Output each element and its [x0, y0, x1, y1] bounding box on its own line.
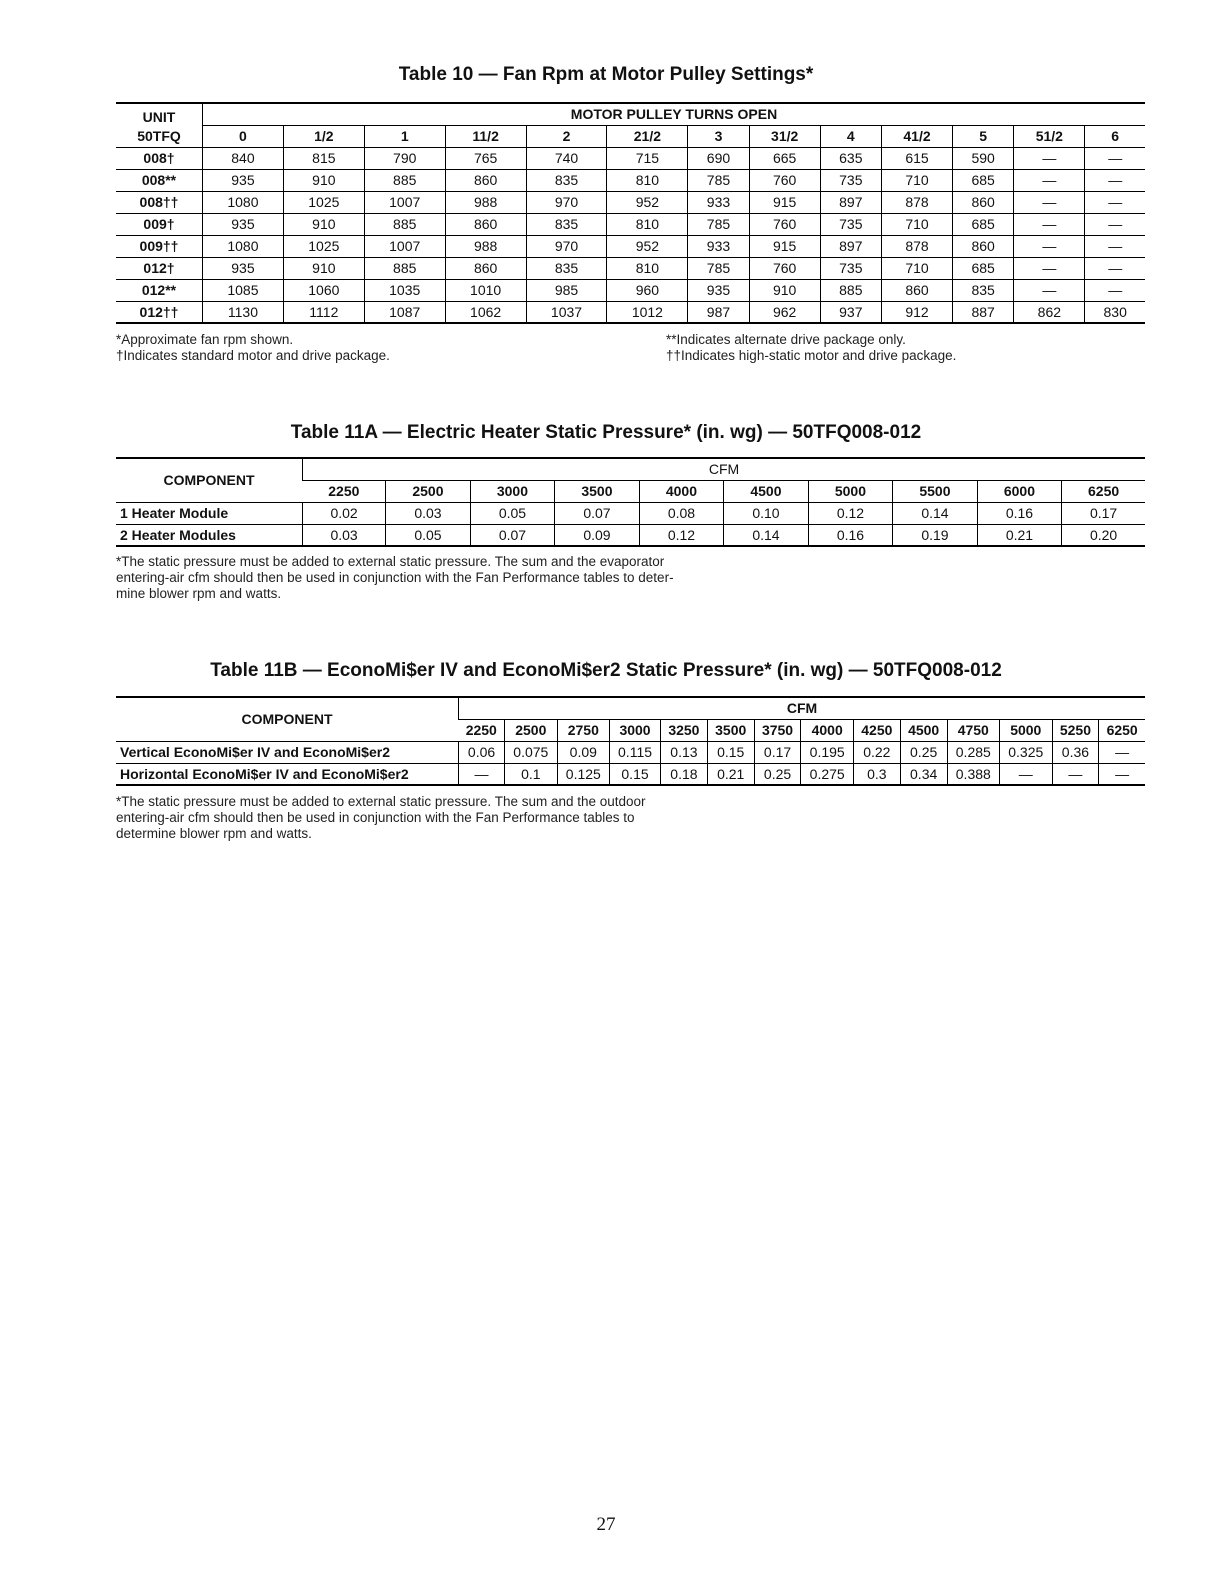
cell: 0.16 — [808, 524, 893, 546]
cell: 760 — [749, 213, 820, 235]
t10-note: **Indicates alternate drive package only. — [666, 332, 906, 347]
cell: 785 — [688, 169, 749, 191]
cell: — — [1085, 191, 1145, 213]
cell: 988 — [445, 235, 526, 257]
cell: 933 — [688, 191, 749, 213]
cell: 0.325 — [1000, 741, 1052, 763]
t10-group-header: MOTOR PULLEY TURNS OPEN — [203, 103, 1146, 125]
cell: 0.25 — [900, 741, 947, 763]
table-row — [116, 257, 1145, 279]
column-header: 4750 — [947, 719, 999, 741]
cell: 935 — [203, 257, 284, 279]
cell: 897 — [820, 235, 881, 257]
column-header: 6250 — [1062, 480, 1145, 502]
cell: 952 — [607, 191, 688, 213]
cell: 1062 — [445, 301, 526, 323]
cell: 0.115 — [610, 741, 661, 763]
cell: 840 — [203, 147, 284, 169]
cell: 0.14 — [893, 502, 978, 524]
cell: 0.14 — [724, 524, 809, 546]
column-header: 4000 — [801, 719, 853, 741]
column-header: 4250 — [853, 719, 900, 741]
cell: — — [1014, 257, 1085, 279]
row-label: 2 Heater Modules — [116, 524, 303, 546]
cell: 665 — [749, 147, 820, 169]
cell: 0.05 — [470, 502, 555, 524]
column-header: 0 — [203, 125, 284, 147]
column-header: 2500 — [505, 719, 557, 741]
cell: 0.20 — [1062, 524, 1145, 546]
cell: 0.15 — [610, 763, 661, 785]
cell: — — [1099, 763, 1145, 785]
cell: — — [1085, 257, 1145, 279]
column-header: 5250 — [1052, 719, 1099, 741]
column-header: 6000 — [977, 480, 1062, 502]
cell: — — [1085, 235, 1145, 257]
table-row — [116, 524, 1145, 546]
cell: 0.15 — [707, 741, 754, 763]
column-header: 4500 — [724, 480, 809, 502]
table-row — [116, 279, 1145, 301]
table11b — [116, 696, 1145, 786]
note-line: entering-air cfm should then be used in conjunction with the Fan Performance tables to — [116, 810, 635, 825]
cell: 0.05 — [386, 524, 471, 546]
column-header: 4500 — [900, 719, 947, 741]
cell: — — [1014, 169, 1085, 191]
column-header: 3000 — [610, 719, 661, 741]
table11a — [116, 457, 1145, 547]
cell: 985 — [526, 279, 607, 301]
cell: 1130 — [203, 301, 284, 323]
cell: — — [459, 763, 505, 785]
t11a-note — [116, 554, 674, 602]
table-row — [116, 235, 1145, 257]
cell: — — [1085, 147, 1145, 169]
cell: 0.10 — [724, 502, 809, 524]
table-row — [116, 147, 1145, 169]
cell: 0.21 — [707, 763, 754, 785]
cell: 685 — [953, 169, 1014, 191]
cell: — — [1014, 191, 1085, 213]
table-row — [116, 301, 1145, 323]
note-line: *The static pressure must be added to external static pressure. The sum and the outdoor — [116, 794, 646, 809]
table10-title: Table 10 — Fan Rpm at Motor Pulley Settings* — [398, 64, 814, 85]
cell: 0.34 — [900, 763, 947, 785]
t11b-note — [116, 794, 646, 842]
column-header: 3500 — [707, 719, 754, 741]
cell: 615 — [881, 147, 952, 169]
cell: 860 — [953, 191, 1014, 213]
cell: 835 — [526, 213, 607, 235]
cell: — — [1014, 235, 1085, 257]
cell: 835 — [953, 279, 1014, 301]
note-line: determine blower rpm and watts. — [116, 826, 312, 841]
cell: 1112 — [283, 301, 364, 323]
note-line: *The static pressure must be added to external static pressure. The sum and the evaporator — [116, 554, 665, 569]
cell: 970 — [526, 191, 607, 213]
cell: 862 — [1014, 301, 1085, 323]
row-label: 1 Heater Module — [116, 502, 303, 524]
cell: — — [1014, 147, 1085, 169]
page-number: 27 — [596, 1514, 616, 1535]
cell: 835 — [526, 169, 607, 191]
t11b-group-header: CFM — [459, 697, 1146, 719]
column-header: 4 — [820, 125, 881, 147]
cell: 0.16 — [977, 502, 1062, 524]
row-label: 008†† — [116, 191, 203, 213]
cell: 1060 — [283, 279, 364, 301]
cell: 810 — [607, 169, 688, 191]
cell: 715 — [607, 147, 688, 169]
table-row — [116, 191, 1145, 213]
column-header: 11/2 — [445, 125, 526, 147]
row-label: 012† — [116, 257, 203, 279]
cell: 885 — [364, 213, 445, 235]
cell: 0.17 — [754, 741, 801, 763]
note-line: mine blower rpm and watts. — [116, 586, 282, 601]
cell: 0.388 — [947, 763, 999, 785]
cell: 0.21 — [977, 524, 1062, 546]
cell: 910 — [283, 169, 364, 191]
t10-notes-left — [116, 332, 390, 364]
row-label: 009†† — [116, 235, 203, 257]
column-header: 5000 — [808, 480, 893, 502]
table-row — [116, 741, 1145, 763]
table-row — [116, 763, 1145, 785]
cell: 810 — [607, 213, 688, 235]
cell: 1012 — [607, 301, 688, 323]
cell: 790 — [364, 147, 445, 169]
column-header: 3000 — [470, 480, 555, 502]
cell: 0.12 — [639, 524, 724, 546]
cell: 0.285 — [947, 741, 999, 763]
cell: 937 — [820, 301, 881, 323]
cell: 810 — [607, 257, 688, 279]
cell: 935 — [203, 213, 284, 235]
cell: 765 — [445, 147, 526, 169]
column-header: 2750 — [557, 719, 609, 741]
cell: 962 — [749, 301, 820, 323]
column-header: 6250 — [1099, 719, 1145, 741]
cell: 897 — [820, 191, 881, 213]
cell: 885 — [364, 169, 445, 191]
cell: 635 — [820, 147, 881, 169]
cell: 760 — [749, 169, 820, 191]
cell: 910 — [283, 213, 364, 235]
table-row — [116, 169, 1145, 191]
cell: — — [1099, 741, 1145, 763]
column-header: 3750 — [754, 719, 801, 741]
cell: 1080 — [203, 191, 284, 213]
cell: 760 — [749, 257, 820, 279]
cell: 912 — [881, 301, 952, 323]
column-header: 5500 — [893, 480, 978, 502]
row-label: 008† — [116, 147, 203, 169]
t10-note: ††Indicates high-static motor and drive package. — [666, 348, 957, 363]
column-header: 51/2 — [1014, 125, 1085, 147]
cell: 1037 — [526, 301, 607, 323]
cell: 1007 — [364, 191, 445, 213]
cell: 0.195 — [801, 741, 853, 763]
cell: — — [1014, 279, 1085, 301]
cell: 735 — [820, 169, 881, 191]
cell: — — [1014, 213, 1085, 235]
cell: — — [1000, 763, 1052, 785]
cell: 860 — [445, 169, 526, 191]
cell: 860 — [445, 213, 526, 235]
cell: 0.075 — [505, 741, 557, 763]
t10-note: †Indicates standard motor and drive package. — [116, 348, 390, 363]
cell: 1087 — [364, 301, 445, 323]
cell: 1010 — [445, 279, 526, 301]
row-label: 012†† — [116, 301, 203, 323]
t11b-component-header: COMPONENT — [116, 697, 459, 741]
cell: 987 — [688, 301, 749, 323]
unit-header-1: UNIT — [116, 103, 203, 125]
cell: 830 — [1085, 301, 1145, 323]
column-header: 21/2 — [607, 125, 688, 147]
cell: 0.1 — [505, 763, 557, 785]
cell: 910 — [749, 279, 820, 301]
column-header: 41/2 — [881, 125, 952, 147]
column-header: 5000 — [1000, 719, 1052, 741]
column-header: 3250 — [661, 719, 708, 741]
cell: 933 — [688, 235, 749, 257]
cell: 785 — [688, 213, 749, 235]
cell: 960 — [607, 279, 688, 301]
cell: 710 — [881, 257, 952, 279]
column-header: 31/2 — [749, 125, 820, 147]
note-line: entering-air cfm should then be used in conjunction with the Fan Performance tables to deter- — [116, 570, 674, 585]
cell: 0.09 — [557, 741, 609, 763]
cell: 878 — [881, 191, 952, 213]
cell: 1085 — [203, 279, 284, 301]
cell: 0.275 — [801, 763, 853, 785]
table11a-title: Table 11A — Electric Heater Static Pressure* (in. wg) — 50TFQ008-012 — [290, 422, 922, 443]
cell: 0.19 — [893, 524, 978, 546]
cell: 860 — [953, 235, 1014, 257]
unit-header-2: 50TFQ — [116, 125, 203, 147]
cell: — — [1085, 169, 1145, 191]
cell: 860 — [445, 257, 526, 279]
cell: 590 — [953, 147, 1014, 169]
cell: 0.3 — [853, 763, 900, 785]
cell: 878 — [881, 235, 952, 257]
cell: 0.125 — [557, 763, 609, 785]
cell: 0.13 — [661, 741, 708, 763]
table-row — [116, 502, 1145, 524]
cell: 0.02 — [303, 502, 386, 524]
cell: 1035 — [364, 279, 445, 301]
column-header: 3 — [688, 125, 749, 147]
row-label: 008** — [116, 169, 203, 191]
cell: 885 — [820, 279, 881, 301]
column-header: 5 — [953, 125, 1014, 147]
cell: 785 — [688, 257, 749, 279]
t11a-group-header: CFM — [303, 458, 1146, 480]
row-label: Vertical EconoMi$er IV and EconoMi$er2 — [116, 741, 459, 763]
column-header: 2250 — [459, 719, 505, 741]
cell: 0.25 — [754, 763, 801, 785]
cell: 0.22 — [853, 741, 900, 763]
column-header: 2250 — [303, 480, 386, 502]
cell: 0.36 — [1052, 741, 1099, 763]
cell: 0.07 — [555, 502, 640, 524]
cell: 0.03 — [386, 502, 471, 524]
cell: 0.07 — [470, 524, 555, 546]
cell: 935 — [688, 279, 749, 301]
cell: 970 — [526, 235, 607, 257]
cell: — — [1052, 763, 1099, 785]
cell: 0.18 — [661, 763, 708, 785]
t10-notes-right — [666, 332, 956, 364]
cell: 0.08 — [639, 502, 724, 524]
column-header: 2 — [526, 125, 607, 147]
cell: 735 — [820, 257, 881, 279]
cell: 740 — [526, 147, 607, 169]
cell: 0.03 — [303, 524, 386, 546]
cell: 1007 — [364, 235, 445, 257]
cell: 860 — [881, 279, 952, 301]
cell: 0.17 — [1062, 502, 1145, 524]
cell: 0.09 — [555, 524, 640, 546]
column-header: 1/2 — [283, 125, 364, 147]
column-header: 3500 — [555, 480, 640, 502]
cell: 735 — [820, 213, 881, 235]
cell: 1080 — [203, 235, 284, 257]
cell: 685 — [953, 257, 1014, 279]
table11b-title: Table 11B — EconoMi$er IV and EconoMi$er2 Static Pressure* (in. wg) — 50TFQ008-012 — [210, 660, 1002, 681]
row-label: 012** — [116, 279, 203, 301]
cell: 935 — [203, 169, 284, 191]
cell: 887 — [953, 301, 1014, 323]
cell: 910 — [283, 257, 364, 279]
cell: 1025 — [283, 235, 364, 257]
cell: 915 — [749, 191, 820, 213]
cell: 710 — [881, 169, 952, 191]
cell: 690 — [688, 147, 749, 169]
cell: 685 — [953, 213, 1014, 235]
cell: 952 — [607, 235, 688, 257]
table-row — [116, 213, 1145, 235]
column-header: 4000 — [639, 480, 724, 502]
table10 — [116, 102, 1145, 324]
column-header: 6 — [1085, 125, 1145, 147]
cell: 835 — [526, 257, 607, 279]
cell: 815 — [283, 147, 364, 169]
cell: 988 — [445, 191, 526, 213]
column-header: 2500 — [386, 480, 471, 502]
column-header: 1 — [364, 125, 445, 147]
cell: — — [1085, 279, 1145, 301]
cell: 0.12 — [808, 502, 893, 524]
cell: 710 — [881, 213, 952, 235]
cell: 0.06 — [459, 741, 505, 763]
cell: 1025 — [283, 191, 364, 213]
cell: 915 — [749, 235, 820, 257]
cell: 885 — [364, 257, 445, 279]
cell: — — [1085, 213, 1145, 235]
row-label: 009† — [116, 213, 203, 235]
t10-note: *Approximate fan rpm shown. — [116, 332, 294, 347]
row-label: Horizontal EconoMi$er IV and EconoMi$er2 — [116, 763, 459, 785]
t11a-component-header: COMPONENT — [116, 458, 303, 502]
